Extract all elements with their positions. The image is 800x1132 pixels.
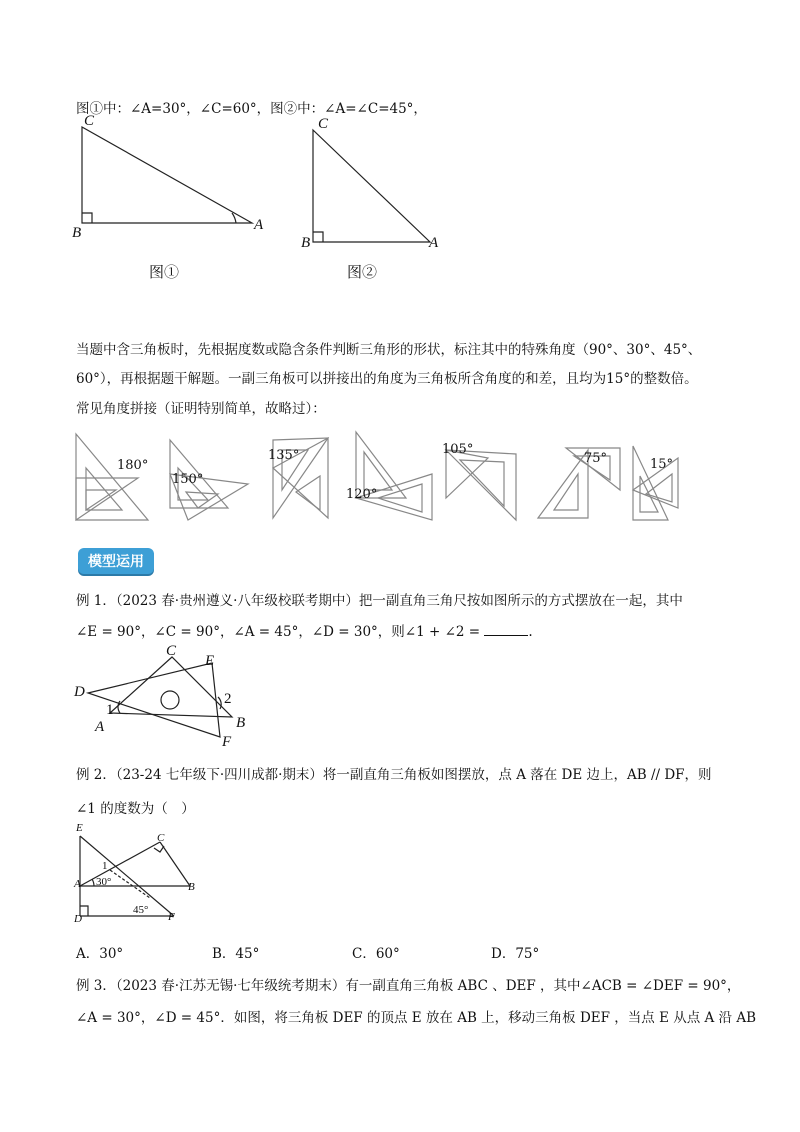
ex2-label-a: A	[74, 878, 81, 890]
para-line-3: 常见角度拼接（证明特别简单，故略过）：	[76, 401, 326, 417]
fig2-label-b: B	[301, 235, 311, 251]
ex1-label-d: D	[74, 684, 85, 700]
angle-label-15: 15°	[650, 457, 674, 472]
ex2-label-b: B	[188, 881, 195, 893]
ex1-line-2	[76, 621, 533, 642]
fig1-caption: 图①	[149, 263, 180, 281]
ex1-figure	[80, 645, 260, 745]
fig1-label-c: C	[84, 113, 95, 129]
ex1-line-1: 例 1．（2023 春·贵州遵义·八年级校联考期中）把一副直角三角尺按如图所示的方式摆放在一起，其中	[76, 593, 683, 609]
para-line-1: 当题中含三角板时，先根据度数或隐含条件判断三角形的形状，标注其中的特殊角度（90°、30°、45°、	[76, 342, 702, 358]
ex1-line-2-text: ∠E = 90°，∠C = 90°，∠A = 45°，∠D = 30°，则∠1 + ∠2 =	[76, 624, 481, 640]
ex2-option-c[interactable]: C．60°	[352, 946, 400, 962]
angle-label-120: 120°	[346, 487, 378, 502]
ex2-option-b[interactable]: B．45°	[212, 946, 260, 962]
angle-label-180: 180°	[117, 458, 149, 473]
para-line-2: 60°），再根据题干解题。一副三角板可以拼接出的角度为三角板所含角度的和差，且均为15°的整数倍。	[76, 371, 698, 387]
ex1-answer-blank[interactable]	[484, 621, 528, 636]
angle-label-150: 150°	[172, 472, 204, 487]
intro-line: 图①中：∠A=30°，∠C=60°，图②中：∠A=∠C=45°，	[76, 101, 427, 117]
ex3-line-1: 例 3．（2023 春·江苏无锡·七年级统考期末）有一副直角三角板 ABC 、DEF ，其中∠ACB = ∠DEF = 90°，	[76, 978, 741, 994]
ex1-label-1: 1	[106, 702, 114, 718]
fig1-label-b: B	[72, 225, 82, 241]
section-badge: 模型运用	[78, 548, 154, 574]
ex2-label-f: F	[168, 911, 175, 923]
ex2-line-1: 例 2．（23-24 七年级下·四川成都·期末）将一副直角三角板如图摆放，点 A 落在 DE 边上，AB // DF，则	[76, 767, 712, 783]
angle-label-75: 75°	[584, 451, 608, 466]
ex2-option-a[interactable]: A．30°	[76, 946, 124, 962]
figure-2-triangle	[300, 118, 450, 258]
fig2-label-a: A	[429, 235, 439, 251]
ex1-line-2-end: .	[528, 624, 533, 640]
ex1-label-b: B	[236, 715, 246, 731]
angle-combination-figures	[68, 428, 728, 528]
ex3-line-2: ∠A = 30°，∠D = 45°．如图，将三角板 DEF 的顶点 E 放在 AB 上，移动三角板 DEF ，当点 E 从点 A 沿 AB	[76, 1010, 757, 1026]
ex2-label-1: 1	[102, 860, 108, 872]
ex1-label-c: C	[166, 643, 177, 659]
ex2-label-e: E	[76, 822, 83, 834]
ex2-label-c: C	[157, 832, 165, 844]
angle-label-135: 135°	[268, 448, 300, 463]
ex1-label-2: 2	[224, 691, 232, 707]
ex2-label-d: D	[74, 913, 82, 925]
fig2-label-c: C	[318, 116, 329, 132]
fig1-label-a: A	[254, 217, 264, 233]
ex2-label-45: 45°	[133, 904, 149, 916]
ex2-line-2: ∠1 的度数为（ ）	[76, 801, 195, 817]
fig2-caption: 图②	[347, 263, 378, 281]
angle-label-105: 105°	[442, 442, 474, 457]
ex2-option-d[interactable]: D．75°	[491, 946, 540, 962]
ex2-label-30: 30°	[96, 876, 112, 888]
ex1-label-e: E	[205, 653, 215, 669]
ex1-label-f: F	[222, 734, 232, 750]
ex1-label-a: A	[95, 719, 105, 735]
